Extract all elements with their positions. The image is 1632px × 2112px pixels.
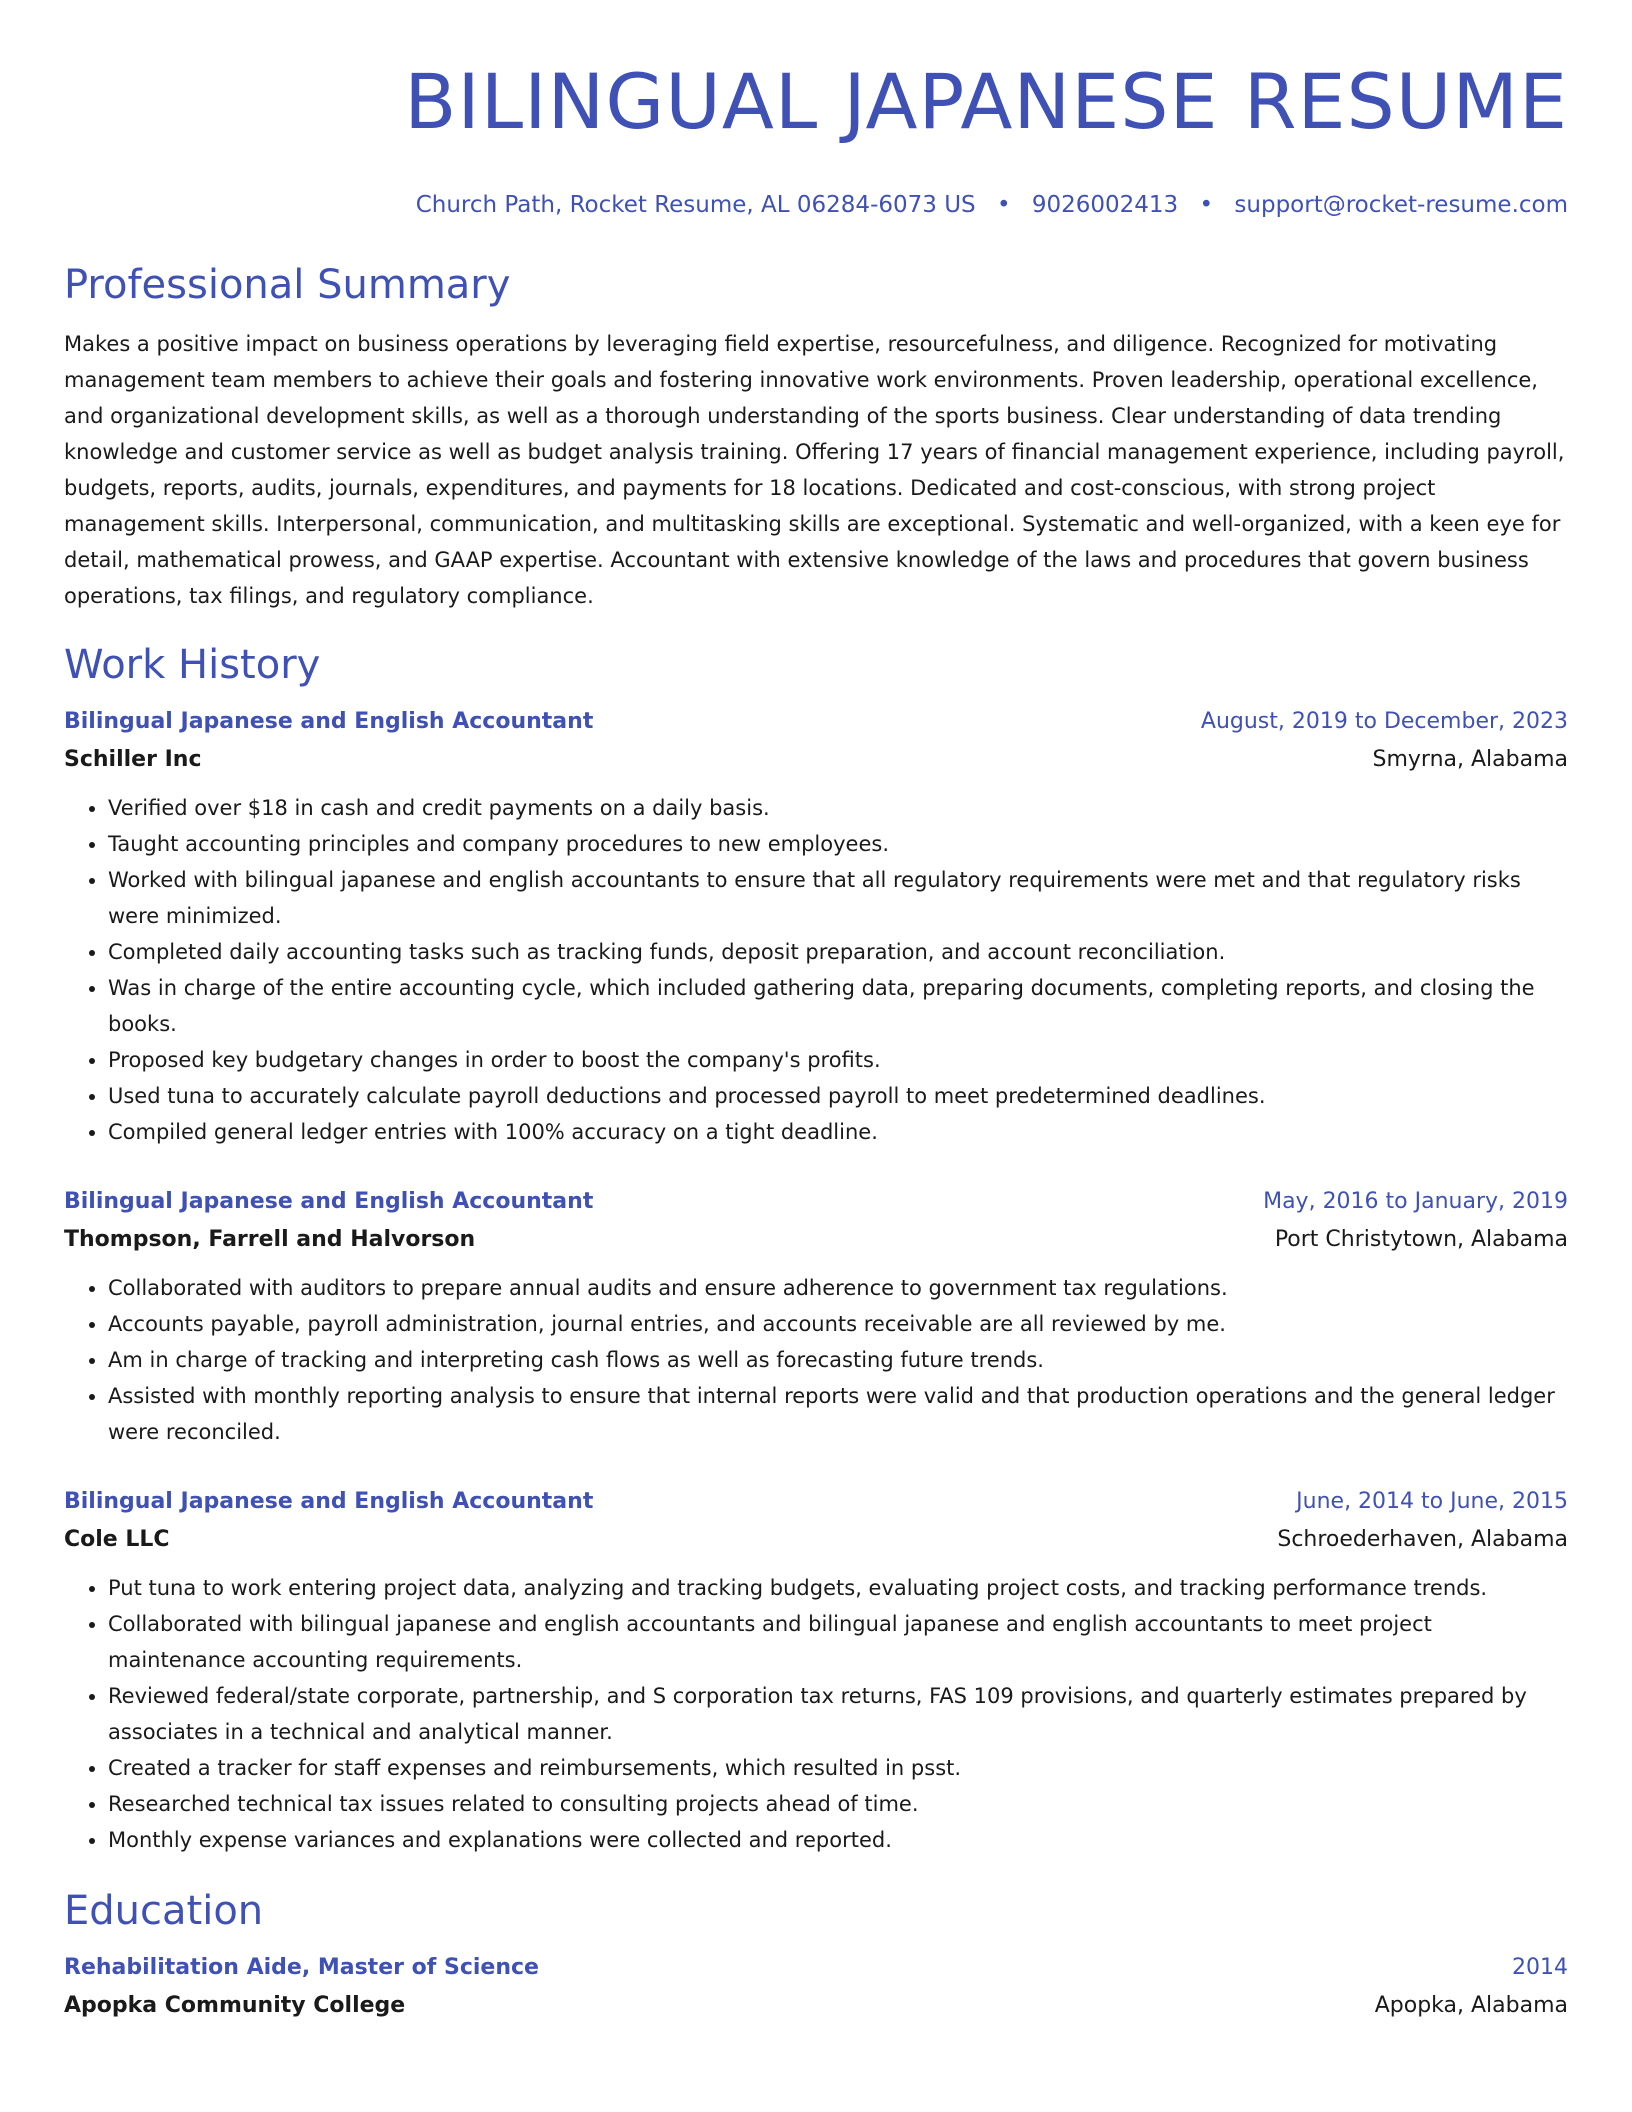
contact-separator: • (1199, 192, 1214, 218)
job-bullet: • Worked with bilingual japanese and english accountants to ensure that all regulatory requirements were met and that regulatory risks were minimized. (108, 862, 1568, 934)
job-location: Smyrna, Alabama (1372, 747, 1568, 772)
job-role: Bilingual Japanese and English Accountant (64, 709, 594, 734)
job-role: Bilingual Japanese and English Accountant (64, 1189, 594, 1214)
job-company-row (64, 1220, 1568, 1260)
resume-header (64, 52, 1568, 220)
education-header-row (64, 1950, 1568, 1986)
job-bullets (64, 790, 1568, 1150)
job-bullet: • Monthly expense variances and explanations were collected and reported. (108, 1822, 1568, 1858)
job-bullets (64, 1270, 1568, 1450)
contact-separator: • (996, 192, 1011, 218)
job-bullet: • Used tuna to accurately calculate payroll deductions and processed payroll to meet predetermined deadlines. (108, 1078, 1568, 1114)
contact-address: Church Path, Rocket Resume, AL 06284-6073 US (415, 192, 976, 218)
education-school: Apopka Community College (64, 1993, 406, 2018)
contact-email: support@rocket-resume.com (1234, 192, 1568, 218)
job-bullet: • Created a tracker for staff expenses and reimbursements, which resulted in psst. (108, 1750, 1568, 1786)
job-company-row (64, 740, 1568, 780)
education-year: 2014 (1512, 1955, 1568, 1980)
education-location: Apopka, Alabama (1374, 1993, 1568, 2018)
job-bullet: • Reviewed federal/state corporate, partnership, and S corporation tax returns, FAS 109 provisions, and quarterly estimates prepared by associates in a technical and analytical manner. (108, 1678, 1568, 1750)
job-bullet: • Collaborated with auditors to prepare annual audits and ensure adherence to government tax regulations. (108, 1270, 1568, 1306)
work-history-heading: Work History (64, 642, 321, 688)
job-header-row (64, 1184, 1568, 1220)
job-bullet: • Proposed key budgetary changes in order to boost the company's profits. (108, 1042, 1568, 1078)
job-dates: June, 2014 to June, 2015 (1296, 1489, 1568, 1514)
education-heading: Education (64, 1888, 264, 1934)
job-bullet: • Taught accounting principles and company procedures to new employees. (108, 826, 1568, 862)
job-bullet: • Accounts payable, payroll administration, journal entries, and accounts receivable are all reviewed by me. (108, 1306, 1568, 1342)
job-dates: August, 2019 to December, 2023 (1200, 709, 1568, 734)
job-entry (64, 704, 1568, 1150)
job-bullets (64, 1570, 1568, 1858)
job-entry (64, 1484, 1568, 1858)
job-location: Port Christytown, Alabama (1274, 1227, 1568, 1252)
education-school-row (64, 1986, 1568, 2026)
job-bullet: • Assisted with monthly reporting analysis to ensure that internal reports were valid and that production operations and the general ledger were reconciled. (108, 1378, 1568, 1450)
job-bullet: • Put tuna to work entering project data, analyzing and tracking budgets, evaluating project costs, and tracking performance trends. (108, 1570, 1568, 1606)
job-bullet: • Verified over $18 in cash and credit payments on a daily basis. (108, 790, 1568, 826)
summary-heading: Professional Summary (64, 262, 511, 308)
job-header-row (64, 1484, 1568, 1520)
job-company-row (64, 1520, 1568, 1560)
summary-text: Makes a positive impact on business operations by leveraging field expertise, resourcefulness, and diligence. Recognized for motivating management team members to achieve their goals and fostering innovative work environments. Proven leadership, operational excellence, and organizational development skills, as well as a thorough understanding of the sports business. Clear understanding of data trending knowledge and customer service as well as budget analysis training. Offering 17 years of financial management experience, including payroll, budgets, reports, audits, journals, expenditures, and payments for 18 locations. Dedicated and cost-conscious, with strong project management skills. Interpersonal, communication, and multitasking skills are exceptional. Systematic and well-organized, with a keen eye for detail, mathematical prowess, and GAAP expertise. Accountant with extensive knowledge of the laws and procedures that govern business operations, tax filings, and regulatory compliance. (64, 332, 1565, 608)
job-bullet: • Collaborated with bilingual japanese and english accountants and bilingual japanese and english accountants to meet project maintenance accounting requirements. (108, 1606, 1568, 1678)
job-company: Thompson, Farrell and Halvorson (64, 1227, 476, 1252)
job-bullet: • Was in charge of the entire accounting cycle, which included gathering data, preparing documents, completing reports, and closing the books. (108, 970, 1568, 1042)
contact-line (64, 190, 1568, 220)
job-company: Schiller Inc (64, 747, 202, 772)
job-header-row (64, 704, 1568, 740)
job-bullet: • Compiled general ledger entries with 100% accuracy on a tight deadline. (108, 1114, 1568, 1150)
education-entry (64, 1950, 1568, 2026)
contact-phone: 9026002413 (1031, 192, 1179, 218)
education-degree: Rehabilitation Aide, Master of Science (64, 1955, 539, 1980)
job-entry (64, 1184, 1568, 1450)
job-bullet: • Am in charge of tracking and interpreting cash flows as well as forecasting future trends. (108, 1342, 1568, 1378)
resume-title: BILINGUAL JAPANESE RESUME (404, 57, 1568, 146)
job-bullet: • Researched technical tax issues related to consulting projects ahead of time. (108, 1786, 1568, 1822)
job-role: Bilingual Japanese and English Accountant (64, 1489, 594, 1514)
job-bullet: • Completed daily accounting tasks such as tracking funds, deposit preparation, and account reconciliation. (108, 934, 1568, 970)
job-company: Cole LLC (64, 1527, 170, 1552)
job-location: Schroederhaven, Alabama (1277, 1527, 1568, 1552)
job-dates: May, 2016 to January, 2019 (1263, 1189, 1568, 1214)
